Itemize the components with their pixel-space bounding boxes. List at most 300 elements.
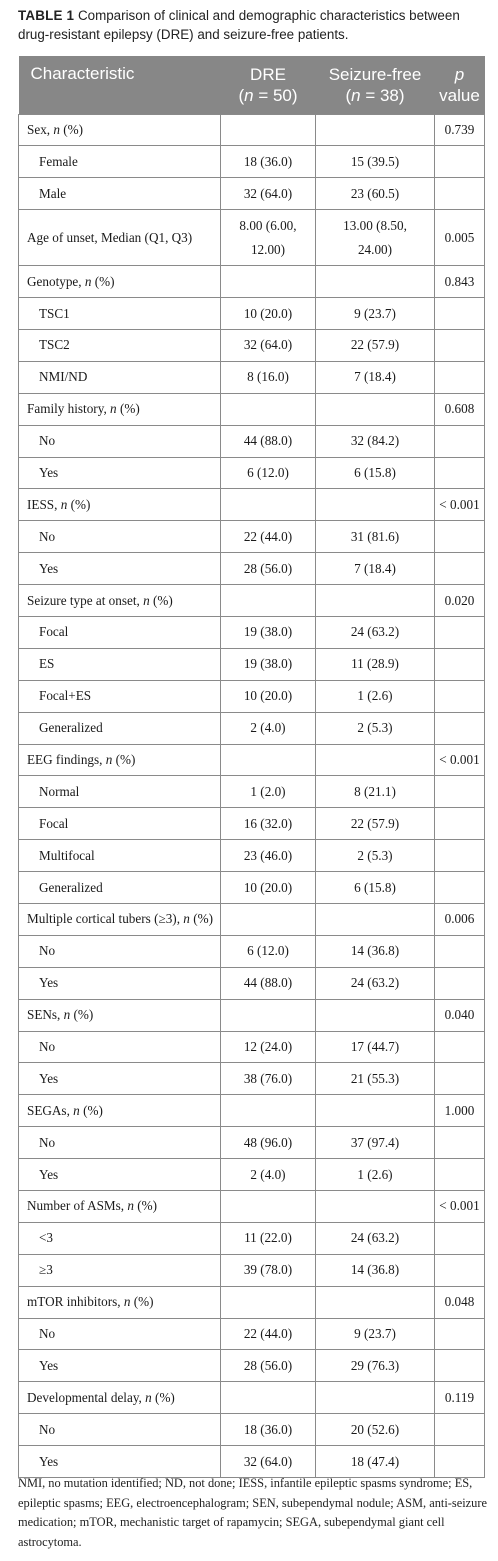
characteristic-label: Seizure type at onset, xyxy=(27,592,144,608)
cell-characteristic xyxy=(19,872,221,904)
cell-dre xyxy=(221,1031,316,1063)
table-row-category xyxy=(19,210,485,266)
table-row-sub xyxy=(19,935,485,967)
table-row-sub xyxy=(19,1446,485,1478)
cell-characteristic xyxy=(19,1127,221,1159)
cell-characteristic xyxy=(19,361,221,393)
cell-dre-value: 48 (96.0) xyxy=(243,1134,293,1150)
cell-p-value xyxy=(435,808,485,840)
cell-dre xyxy=(221,361,316,393)
cell-characteristic xyxy=(19,521,221,553)
cell-dre xyxy=(221,744,316,776)
cell-characteristic xyxy=(19,1286,221,1318)
cell-seizure-free-value: 21 (55.3) xyxy=(350,1070,400,1086)
cell-seizure-free xyxy=(316,680,435,712)
cell-seizure-free xyxy=(316,178,435,210)
cell-seizure-free xyxy=(316,776,435,808)
cell-p-value xyxy=(435,457,485,489)
table-row-sub xyxy=(19,776,485,808)
characteristic-suffix: (%) xyxy=(67,496,91,512)
table-row-sub xyxy=(19,1127,485,1159)
cell-characteristic xyxy=(19,210,221,266)
characteristic-label: ≥3 xyxy=(39,1262,53,1278)
cell-seizure-free-value: 1 (2.6) xyxy=(357,1166,393,1182)
table-row-sub xyxy=(19,178,485,210)
characteristic-suffix: (%) xyxy=(151,1389,175,1405)
cell-dre-value: 6 (12.0) xyxy=(247,943,289,959)
cell-characteristic xyxy=(19,1382,221,1414)
cell-seizure-free xyxy=(316,999,435,1031)
cell-characteristic xyxy=(19,298,221,330)
characteristic-label: No xyxy=(39,943,56,959)
characteristic-label: SENs, xyxy=(27,1007,64,1023)
cell-dre xyxy=(221,1286,316,1318)
characteristic-label: No xyxy=(39,1134,56,1150)
cell-characteristic xyxy=(19,1159,221,1191)
cell-dre-value: 2 (4.0) xyxy=(250,720,286,736)
cell-seizure-free-value: 7 (18.4) xyxy=(354,560,396,576)
cell-seizure-free xyxy=(316,935,435,967)
cell-dre-value: 16 (32.0) xyxy=(243,815,293,831)
characteristic-n: n xyxy=(53,121,60,137)
cell-dre-value: 2 (4.0) xyxy=(250,1166,286,1182)
cell-seizure-free xyxy=(316,361,435,393)
cell-seizure-free xyxy=(316,489,435,521)
cell-dre xyxy=(221,1446,316,1478)
cell-dre xyxy=(221,712,316,744)
cell-dre xyxy=(221,266,316,298)
characteristic-n: n xyxy=(60,496,68,512)
table-row-category xyxy=(19,1095,485,1127)
cell-characteristic xyxy=(19,1350,221,1382)
cell-characteristic xyxy=(19,712,221,744)
cell-p-value xyxy=(435,680,485,712)
characteristic-n: n xyxy=(183,911,190,927)
caption-text: Comparison of clinical and demographic characteristics between drug-resistant epilepsy (DRE) and seizure-free patients. xyxy=(18,8,460,42)
cell-dre xyxy=(221,178,316,210)
cell-seizure-free xyxy=(316,114,435,146)
cell-seizure-free xyxy=(316,712,435,744)
cell-seizure-free-value: 11 (28.9) xyxy=(351,656,399,672)
cell-seizure-free xyxy=(316,1159,435,1191)
cell-seizure-free-value: 24 (63.2) xyxy=(350,624,400,640)
cell-p-value xyxy=(435,553,485,585)
table-row-sub xyxy=(19,872,485,904)
cell-seizure-free xyxy=(316,1350,435,1382)
cell-dre xyxy=(221,553,316,585)
cell-p-value xyxy=(435,361,485,393)
table-row-category xyxy=(19,114,485,146)
characteristic-label: No xyxy=(39,433,56,449)
cell-dre-value: 38 (76.0) xyxy=(243,1070,293,1086)
table-row-category xyxy=(19,999,485,1031)
header-seizure-free xyxy=(316,56,435,114)
cell-seizure-free xyxy=(316,808,435,840)
table-row-category xyxy=(19,585,485,617)
cell-p-value xyxy=(435,935,485,967)
characteristic-label: Developmental delay, xyxy=(27,1389,146,1405)
table-row-sub xyxy=(19,712,485,744)
cell-dre-value: 22 (44.0) xyxy=(243,1326,293,1341)
cell-dre xyxy=(221,903,316,935)
cell-seizure-free xyxy=(316,298,435,330)
cell-dre-value: 8 (16.0) xyxy=(247,369,289,385)
cell-seizure-free-value: 17 (44.7) xyxy=(350,1038,400,1054)
cell-p-value xyxy=(435,1318,485,1350)
table-row-category xyxy=(19,489,485,521)
cell-characteristic xyxy=(19,776,221,808)
table-row-sub xyxy=(19,808,485,840)
cell-p-value xyxy=(435,616,485,648)
cell-p-value xyxy=(435,648,485,680)
cell-p-value xyxy=(435,1222,485,1254)
table-row-sub xyxy=(19,967,485,999)
cell-characteristic xyxy=(19,178,221,210)
characteristic-suffix: (%) xyxy=(149,592,173,608)
header-sf-title: Seizure-free xyxy=(328,64,422,84)
characteristic-label: Yes xyxy=(39,1357,59,1373)
cell-characteristic xyxy=(19,1191,221,1223)
cell-dre xyxy=(221,776,316,808)
cell-seizure-free-value: 13.00 (8.50, xyxy=(343,217,407,233)
table-row-category xyxy=(19,266,485,298)
cell-seizure-free-value: 24.00) xyxy=(357,241,393,257)
table-row-sub xyxy=(19,1063,485,1095)
cell-dre xyxy=(221,1159,316,1191)
cell-dre xyxy=(221,1095,316,1127)
cell-seizure-free xyxy=(316,840,435,872)
cell-dre-value: 22 (44.0) xyxy=(243,528,293,544)
characteristic-label: No xyxy=(39,528,56,544)
cell-dre xyxy=(221,680,316,712)
table-row-sub xyxy=(19,521,485,553)
cell-seizure-free-value: 7 (18.4) xyxy=(354,369,396,385)
table-row-sub xyxy=(19,1222,485,1254)
cell-characteristic xyxy=(19,1254,221,1286)
cell-seizure-free-value: 8 (21.1) xyxy=(354,783,396,799)
characteristic-label: Focal xyxy=(39,624,69,640)
cell-seizure-free-value: 23 (60.5) xyxy=(350,185,400,201)
cell-characteristic xyxy=(19,1222,221,1254)
header-p: p xyxy=(454,64,465,84)
table-row-sub xyxy=(19,1254,485,1286)
table-row-sub xyxy=(19,1318,485,1350)
cell-characteristic xyxy=(19,967,221,999)
cell-seizure-free xyxy=(316,648,435,680)
table-row-sub xyxy=(19,680,485,712)
cell-seizure-free-value: 32 (84.2) xyxy=(350,433,400,449)
cell-seizure-free xyxy=(316,903,435,935)
cell-p-value: < 0.001 xyxy=(435,489,485,521)
cell-seizure-free xyxy=(316,1382,435,1414)
cell-p-value xyxy=(435,298,485,330)
characteristic-label: Yes xyxy=(39,975,59,991)
characteristic-suffix: (%) xyxy=(91,273,115,289)
cell-dre xyxy=(221,146,316,178)
cell-dre xyxy=(221,1414,316,1446)
cell-characteristic xyxy=(19,266,221,298)
cell-dre-value: 32 (64.0) xyxy=(243,337,293,353)
header-dre xyxy=(221,56,316,114)
cell-p-value xyxy=(435,1063,485,1095)
characteristic-label: IESS, xyxy=(27,496,61,512)
cell-dre xyxy=(221,489,316,521)
cell-dre xyxy=(221,967,316,999)
cell-seizure-free-value: 2 (5.3) xyxy=(357,720,393,736)
cell-seizure-free xyxy=(316,1031,435,1063)
cell-characteristic xyxy=(19,146,221,178)
cell-seizure-free-value: 29 (76.3) xyxy=(350,1357,400,1373)
table-caption xyxy=(18,6,488,44)
cell-seizure-free xyxy=(316,457,435,489)
characteristic-label: Normal xyxy=(39,783,80,799)
cell-dre-value: 12 (24.0) xyxy=(243,1038,293,1054)
characteristic-label: Generalized xyxy=(39,720,103,736)
characteristic-label: Multifocal xyxy=(39,847,95,863)
cell-p-value: 0.005 xyxy=(435,210,485,266)
header-sf-n: n xyxy=(351,85,361,105)
characteristic-n: n xyxy=(145,1389,152,1405)
cell-dre-value: 8.00 (6.00, xyxy=(239,217,297,233)
characteristic-n: n xyxy=(143,592,150,608)
cell-p-value xyxy=(435,1254,485,1286)
cell-dre xyxy=(221,1254,316,1286)
characteristic-suffix: (%) xyxy=(59,121,84,137)
header-row xyxy=(19,56,485,114)
characteristic-label: Focal xyxy=(39,815,69,831)
table-row-sub xyxy=(19,1159,485,1191)
header-value: value xyxy=(439,85,480,105)
cell-p-value: 0.040 xyxy=(435,999,485,1031)
cell-seizure-free xyxy=(316,744,435,776)
cell-dre xyxy=(221,872,316,904)
cell-dre xyxy=(221,521,316,553)
cell-seizure-free-value: 14 (36.8) xyxy=(350,943,400,959)
header-dre-open: ( xyxy=(238,85,245,105)
characteristic-label: Sex, xyxy=(27,121,54,137)
cell-dre xyxy=(221,840,316,872)
characteristic-label: Family history, xyxy=(27,401,111,417)
table-row-category xyxy=(19,393,485,425)
table-row-sub xyxy=(19,616,485,648)
cell-p-value xyxy=(435,840,485,872)
cell-dre xyxy=(221,935,316,967)
cell-seizure-free-value: 24 (63.2) xyxy=(350,975,400,991)
cell-characteristic xyxy=(19,393,221,425)
characteristic-label: SEGAs, xyxy=(27,1102,74,1118)
cell-characteristic xyxy=(19,1414,221,1446)
cell-seizure-free-value: 6 (15.8) xyxy=(354,464,396,480)
cell-seizure-free-value: 9 (23.7) xyxy=(354,1326,396,1341)
header-dre-title: DRE xyxy=(250,64,286,84)
cell-dre-value: 28 (56.0) xyxy=(243,1357,293,1373)
table-footnote: NMI, no mutation identified; ND, not done; IESS, infantile epileptic spasms syndrome; ES, epileptic spasms; EEG, electroencephalogram; SEN, subependymal nodule; ASM, anti-seizure medication; mTOR, mechanistic target of rapamycin; SEGA, subependymal giant cell astrocytoma. xyxy=(18,1476,487,1549)
header-characteristic: Characteristic xyxy=(19,56,221,114)
cell-characteristic xyxy=(19,808,221,840)
cell-dre xyxy=(221,1318,316,1350)
cell-dre-value: 19 (38.0) xyxy=(243,656,293,672)
characteristic-suffix: (%) xyxy=(112,751,136,767)
cell-p-value: < 0.001 xyxy=(435,1191,485,1223)
table-row-category xyxy=(19,1191,485,1223)
cell-p-value xyxy=(435,1127,485,1159)
cell-dre-value: 44 (88.0) xyxy=(243,975,293,991)
characteristic-label: No xyxy=(39,1038,56,1054)
characteristic-n: n xyxy=(123,1294,131,1310)
header-sf-count: = 38) xyxy=(360,85,405,105)
cell-p-value: 0.048 xyxy=(435,1286,485,1318)
cell-characteristic xyxy=(19,114,221,146)
table-row-sub xyxy=(19,361,485,393)
characteristic-suffix: (%) xyxy=(79,1102,103,1118)
characteristic-suffix: (%) xyxy=(116,401,140,417)
cell-seizure-free xyxy=(316,329,435,361)
cell-dre xyxy=(221,1063,316,1095)
characteristic-suffix: (%) xyxy=(189,911,213,927)
cell-dre-value: 12.00) xyxy=(250,241,286,257)
cell-seizure-free xyxy=(316,1414,435,1446)
characteristic-label: Female xyxy=(39,153,78,169)
cell-seizure-free xyxy=(316,1127,435,1159)
table-row-sub xyxy=(19,1031,485,1063)
cell-seizure-free xyxy=(316,872,435,904)
cell-seizure-free-value: 37 (97.4) xyxy=(350,1134,400,1150)
cell-seizure-free xyxy=(316,1095,435,1127)
characteristic-suffix: (%) xyxy=(70,1007,94,1023)
cell-seizure-free-value: 22 (57.9) xyxy=(350,815,400,831)
table-row-sub xyxy=(19,329,485,361)
characteristic-n: n xyxy=(63,1007,71,1023)
cell-p-value xyxy=(435,1031,485,1063)
cell-dre-value: 10 (20.0) xyxy=(243,879,293,895)
table-row-category xyxy=(19,1286,485,1318)
cell-seizure-free xyxy=(316,1318,435,1350)
cell-dre-value: 23 (46.0) xyxy=(243,847,293,863)
cell-p-value xyxy=(435,1414,485,1446)
cell-dre xyxy=(221,648,316,680)
cell-seizure-free xyxy=(316,393,435,425)
cell-seizure-free xyxy=(316,1222,435,1254)
characteristic-label: Focal+ES xyxy=(39,688,92,704)
cell-characteristic xyxy=(19,648,221,680)
cell-seizure-free-value: 1 (2.6) xyxy=(357,688,393,704)
characteristic-label: No xyxy=(39,1421,56,1437)
cell-dre xyxy=(221,329,316,361)
cell-p-value xyxy=(435,1350,485,1382)
cell-dre-value: 10 (20.0) xyxy=(243,688,293,704)
cell-dre xyxy=(221,393,316,425)
characteristic-label: ES xyxy=(39,656,55,672)
header-sf-open: ( xyxy=(345,85,352,105)
cell-characteristic xyxy=(19,425,221,457)
cell-p-value xyxy=(435,329,485,361)
cell-seizure-free-value: 2 (5.3) xyxy=(357,847,393,863)
cell-p-value: < 0.001 xyxy=(435,744,485,776)
characteristic-label: Male xyxy=(39,185,67,201)
cell-dre-value: 10 (20.0) xyxy=(243,305,293,321)
cell-characteristic xyxy=(19,999,221,1031)
cell-seizure-free-value: 15 (39.5) xyxy=(350,153,400,169)
characteristic-label: Yes xyxy=(39,1070,59,1086)
cell-p-value xyxy=(435,178,485,210)
cell-dre-value: 6 (12.0) xyxy=(247,464,289,480)
cell-seizure-free xyxy=(316,616,435,648)
table-label: TABLE 1 xyxy=(18,8,75,23)
cell-characteristic xyxy=(19,553,221,585)
cell-p-value xyxy=(435,1159,485,1191)
characteristic-n: n xyxy=(127,1198,134,1214)
comparison-table xyxy=(18,56,485,1478)
cell-p-value: 1.000 xyxy=(435,1095,485,1127)
cell-dre-value: 18 (36.0) xyxy=(243,1421,293,1437)
cell-seizure-free-value: 31 (81.6) xyxy=(350,528,400,544)
table-row-sub xyxy=(19,553,485,585)
cell-seizure-free xyxy=(316,1446,435,1478)
cell-characteristic xyxy=(19,935,221,967)
characteristic-label: Generalized xyxy=(39,879,103,895)
characteristic-label: Genotype, xyxy=(27,273,85,289)
cell-seizure-free-value: 22 (57.9) xyxy=(350,337,400,353)
cell-dre xyxy=(221,210,316,266)
characteristic-n: n xyxy=(73,1102,80,1118)
cell-seizure-free xyxy=(316,1063,435,1095)
cell-p-value xyxy=(435,521,485,553)
cell-dre xyxy=(221,616,316,648)
characteristic-label: Yes xyxy=(39,464,59,480)
characteristic-label: TSC1 xyxy=(39,305,70,321)
cell-dre xyxy=(221,1382,316,1414)
table-row-sub xyxy=(19,840,485,872)
table-row-sub xyxy=(19,457,485,489)
cell-seizure-free xyxy=(316,585,435,617)
characteristic-label: Yes xyxy=(39,1453,59,1469)
cell-seizure-free xyxy=(316,521,435,553)
cell-dre-value: 32 (64.0) xyxy=(243,1453,293,1469)
cell-dre xyxy=(221,1222,316,1254)
cell-dre-value: 32 (64.0) xyxy=(243,185,293,201)
characteristic-n: n xyxy=(84,273,92,289)
cell-dre xyxy=(221,114,316,146)
cell-dre xyxy=(221,585,316,617)
cell-dre xyxy=(221,1127,316,1159)
cell-p-value xyxy=(435,712,485,744)
cell-seizure-free-value: 20 (52.6) xyxy=(350,1421,400,1437)
cell-p-value xyxy=(435,1446,485,1478)
characteristic-label: EEG findings, xyxy=(27,751,106,767)
cell-seizure-free xyxy=(316,553,435,585)
header-dre-count: = 50) xyxy=(253,85,298,105)
cell-characteristic xyxy=(19,1031,221,1063)
cell-dre xyxy=(221,298,316,330)
cell-seizure-free xyxy=(316,210,435,266)
table-row-sub xyxy=(19,425,485,457)
cell-characteristic xyxy=(19,744,221,776)
cell-p-value: 0.020 xyxy=(435,585,485,617)
cell-p-value: 0.608 xyxy=(435,393,485,425)
cell-characteristic xyxy=(19,1446,221,1478)
table-row-sub xyxy=(19,298,485,330)
cell-p-value xyxy=(435,776,485,808)
cell-seizure-free xyxy=(316,1191,435,1223)
cell-seizure-free xyxy=(316,1286,435,1318)
cell-p-value: 0.739 xyxy=(435,114,485,146)
characteristic-label: mTOR inhibitors, xyxy=(27,1294,124,1310)
table-row-category xyxy=(19,1382,485,1414)
cell-dre-value: 28 (56.0) xyxy=(243,560,293,576)
characteristic-n: n xyxy=(105,751,113,767)
cell-seizure-free xyxy=(316,425,435,457)
cell-dre-value: 19 (38.0) xyxy=(243,624,293,640)
